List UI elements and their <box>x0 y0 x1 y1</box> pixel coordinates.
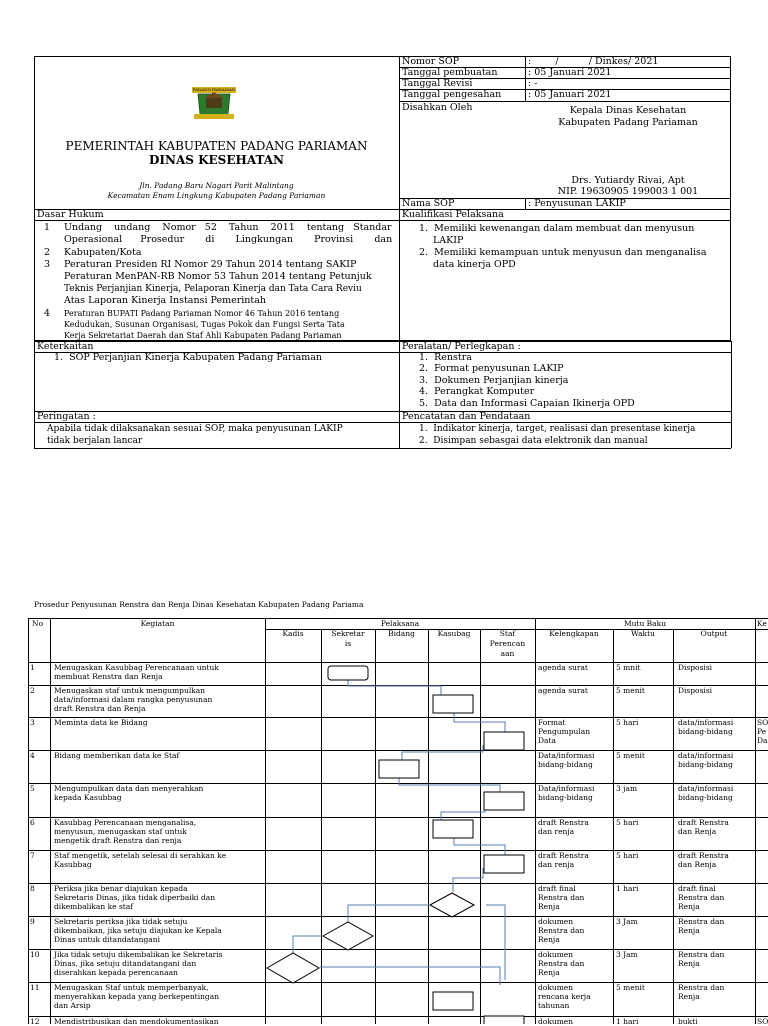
connector-arrow <box>348 680 441 695</box>
row-output: Renja <box>678 992 700 1001</box>
address-line-2: Kecamatan Enam Lingkung Kabupaten Padang Pariaman <box>107 191 326 200</box>
header-kelengkapan: Kelengkapan <box>549 629 599 638</box>
row-no: 5 <box>30 784 35 793</box>
row-no: 2 <box>30 686 35 695</box>
row-output: data/informasi <box>678 751 734 760</box>
row-kelengkapan: Format <box>538 718 566 727</box>
connector-arrow <box>348 905 429 922</box>
row-output: Renstra dan <box>678 983 725 992</box>
row-kelengkapan: Renstra dan <box>538 893 585 902</box>
dasar-item-3c: Teknis Perjanjian Kinerja, Pelaporan Kinerja dan Tata Cara Reviu <box>64 284 362 294</box>
pencatatan-item-1: 1. Indikator kinerja, target, realisasi dan presentase kinerja <box>419 424 696 434</box>
row-kelengkapan: dokumen <box>538 950 574 959</box>
row-kegiatan: dan Arsip <box>54 1001 91 1010</box>
row-keterangan: SO <box>757 718 768 727</box>
row-kegiatan: menyerahkan kepada yang berkepentingan <box>54 992 220 1001</box>
row-output: draft final <box>678 884 716 893</box>
dasar-num-2: 2 <box>44 247 51 258</box>
dasar-item-1a: Undang undang Nomor 52 Tahun 2011 tentang Standar <box>64 222 392 233</box>
keterkaitan-title: Keterkaitan <box>37 341 94 352</box>
peralatan-item-3: 3. Dokumen Perjanjian kinerja <box>419 375 569 386</box>
row-kegiatan: Menugaskan staf untuk mengumpulkan <box>54 686 206 695</box>
dasar-num-4: 4 <box>44 308 51 319</box>
row-output: Disposisi <box>678 686 713 695</box>
logo-text: PADANG PARIAMAN <box>192 87 236 92</box>
row-kelengkapan: dan renja <box>538 860 575 869</box>
row-kelengkapan: agenda surat <box>538 686 588 695</box>
nomor-sop-value: : / / Dinkes/ 2021 <box>528 56 659 67</box>
row-no: 6 <box>30 818 35 827</box>
kualifikasi-title: Kualifikasi Pelaksana <box>402 209 504 220</box>
nama-sop-value: : Penyusunan LAKIP <box>528 198 626 209</box>
row-kegiatan: Periksa jika benar diajukan kepada <box>54 884 188 893</box>
dasar-item-4c: Kerja Sekretariat Daerah dan Staf Ahli Kabupaten Padang Pariaman <box>64 331 342 340</box>
procedure-title: Prosedur Penyusunan Renstra dan Renja Dinas Kesehatan Kabupaten Padang Pariama <box>34 600 364 609</box>
row-kegiatan: draft Renstra dan Renja <box>54 704 146 713</box>
department-name: DINAS KESEHATAN <box>148 153 285 167</box>
row-output: draft Renstra <box>678 818 729 827</box>
row-no: 3 <box>30 718 35 727</box>
row-waktu: 5 menit <box>616 686 645 695</box>
tanggal-pengesahan-value: : 05 Januari 2021 <box>528 89 612 100</box>
pencatatan-item-2: 2. Disimpan sebasgai data elektronik dan manual <box>419 436 648 446</box>
row-kegiatan: data/informasi dalam rangka penyusunan <box>54 695 213 704</box>
row-output: Disposisi <box>678 663 713 672</box>
row-kegiatan: dikembalikan ke staf <box>54 902 134 911</box>
row-waktu: 5 mnit <box>616 663 641 672</box>
row-kegiatan: Mengumpulkan data dan menyerahkan <box>54 784 204 793</box>
row-waktu: 5 hari <box>616 718 639 727</box>
row-kegiatan: Sekretaris periksa jika tidak setuju <box>54 917 188 926</box>
kualifikasi-item-2b: data kinerja OPD <box>433 259 516 270</box>
row-output: bidang-bidang <box>678 760 733 769</box>
row-no: 10 <box>30 950 40 959</box>
row-no: 8 <box>30 884 35 893</box>
dasar-item-2: Kabupaten/Kota <box>64 247 142 258</box>
header-sekretaris-2: is <box>344 639 352 648</box>
dasar-item-4b: Kedudukan, Susunan Organisasi, Tugas Pokok dan Fungsi Serta Tata <box>64 320 345 329</box>
tanggal-revisi-label: Tanggal Revisi <box>402 78 473 89</box>
disahkan-oleh-label: Disahkan Oleh <box>402 102 473 113</box>
process-box <box>484 792 524 810</box>
row-no: 11 <box>30 983 40 992</box>
row-no: 12 <box>30 1017 40 1026</box>
row-kelengkapan: Data/informasi <box>538 751 595 760</box>
row-kegiatan: menyusun, menugaskan staf untuk <box>54 827 187 836</box>
row-output: bidang-bidang <box>678 793 733 802</box>
row-keterangan: SO <box>757 1017 768 1026</box>
approver-title-1: Kepala Dinas Kesehatan <box>569 105 687 116</box>
peralatan-item-4: 4. Perangkat Komputer <box>419 386 535 397</box>
dasar-num-3: 3 <box>44 259 51 270</box>
peralatan-item-5: 5. Data dan Informasi Capaian Ikinerja OPD <box>419 398 635 409</box>
connector-arrow <box>441 805 485 820</box>
row-kelengkapan: draft final <box>538 884 576 893</box>
row-kelengkapan: Renja <box>538 902 560 911</box>
peralatan-item-2: 2. Format penyusunan LAKIP <box>419 363 564 374</box>
row-kelengkapan: draft Renstra <box>538 851 589 860</box>
row-waktu: 1 hari <box>616 884 639 893</box>
header-sekretaris-1: Sekretar <box>331 629 365 638</box>
row-output: data/informasi <box>678 718 734 727</box>
row-output: Renja <box>678 902 700 911</box>
row-kegiatan: Bidang memberikan data ke Staf <box>54 751 180 760</box>
row-output: data/informasi <box>678 784 734 793</box>
row-kegiatan: Menugaskan Staf untuk memperbanyak, <box>54 983 209 992</box>
row-kegiatan: Meminta data ke Bidang <box>54 718 148 727</box>
connector-arrow <box>454 838 505 855</box>
row-kegiatan: kepada Kasubbag <box>54 793 122 802</box>
header-kadis: Kadis <box>282 629 304 638</box>
row-waktu: 5 menit <box>616 983 645 992</box>
row-kelengkapan: bidang-bidang <box>538 793 593 802</box>
row-waktu: 5 menit <box>616 751 645 760</box>
header-mutu-baku: Mutu Baku <box>623 619 667 628</box>
row-output: draft Renstra <box>678 851 729 860</box>
peralatan-title: Peralatan/ Perlegkapan : <box>402 341 521 352</box>
row-kegiatan: Mendistribusikan dan mendokumentasikan <box>54 1017 219 1026</box>
header-staf-1: Staf <box>499 629 516 638</box>
row-output: Renstra dan <box>678 917 725 926</box>
row-kelengkapan: tahunan <box>538 1001 570 1010</box>
row-kegiatan: Jika tidak setuju dikembalikan ke Sekretaris <box>54 950 223 959</box>
row-kelengkapan: Renstra dan <box>538 926 585 935</box>
process-box <box>379 760 419 778</box>
process-box <box>484 732 524 750</box>
tanggal-pengesahan-label: Tanggal pengesahan <box>402 89 502 100</box>
row-output: Renstra dan <box>678 950 725 959</box>
row-kegiatan: diserahkan kepada perencanaan <box>54 968 178 977</box>
connector-arrow <box>453 868 483 892</box>
row-kelengkapan: dan renja <box>538 827 575 836</box>
row-kelengkapan: Renja <box>538 935 560 944</box>
peralatan-item-1: 1. Renstra <box>419 352 472 363</box>
row-no: 1 <box>30 663 35 672</box>
header-pelaksana: Pelaksana <box>380 619 420 628</box>
start-terminator <box>328 666 368 680</box>
row-waktu: 5 hari <box>616 818 639 827</box>
dasar-item-4a: Peraturan BUPATI Padang Pariaman Nomor 46 Tahun 2016 tentang <box>64 309 340 318</box>
pencatatan-title: Pencatatan dan Pendataan <box>402 411 531 422</box>
row-kelengkapan: Pengumpulan <box>538 727 591 736</box>
row-kelengkapan: Data/informasi <box>538 784 595 793</box>
connector-arrow <box>402 745 483 760</box>
row-kelengkapan: Data <box>538 736 556 745</box>
nama-sop-label: Nama SOP <box>402 198 455 209</box>
header-bidang: Bidang <box>388 629 415 638</box>
header-staf-2: Perencan <box>489 639 526 648</box>
row-kegiatan: membuat Renstra dan Renja <box>54 672 163 681</box>
dasar-item-1b: Operasional Prosedur di Lingkungan Provinsi dan <box>64 234 393 245</box>
dasar-hukum-title: Dasar Hukum <box>37 209 104 220</box>
dasar-item-3d: Atas Laporan Kinerja Instansi Pemerintah <box>64 295 267 306</box>
row-kelengkapan: agenda surat <box>538 663 588 672</box>
process-box <box>433 992 473 1010</box>
row-output: Renja <box>678 926 700 935</box>
row-kegiatan: Menugaskan Kasubbag Perencanaan untuk <box>54 663 219 672</box>
row-waktu: 3 jam <box>616 784 638 793</box>
row-kegiatan: Dinas, jika setuju ditandatangani dan <box>54 959 197 968</box>
tanggal-revisi-value: : - <box>528 78 538 89</box>
row-kelengkapan: draft Renstra <box>538 818 589 827</box>
row-kelengkapan: bidang-bidang <box>538 760 593 769</box>
nomor-sop-label: Nomor SOP <box>402 56 460 67</box>
peringatan-title: Peringatan : <box>37 411 96 422</box>
row-keterangan: Da <box>757 736 768 745</box>
row-kegiatan: dikembaikan, jika setuju diajukan ke Kepala <box>54 926 222 935</box>
decision-diamond <box>430 893 474 917</box>
row-kelengkapan: Renstra dan <box>538 959 585 968</box>
tanggal-pembuatan-value: : 05 Januari 2021 <box>528 67 612 78</box>
row-waktu: 3 Jam <box>616 917 638 926</box>
row-kelengkapan: dokumen <box>538 983 574 992</box>
decision-diamond <box>323 922 373 950</box>
row-kegiatan: Dinas untuk ditandatangani <box>54 935 160 944</box>
row-kegiatan: Kasubbag <box>54 860 92 869</box>
row-output: bidang-bidang <box>678 727 733 736</box>
row-output: dan Renja <box>678 827 717 836</box>
row-waktu: 5 hari <box>616 851 639 860</box>
row-output: bukti <box>678 1017 698 1026</box>
process-box <box>484 855 524 873</box>
kualifikasi-item-1a: 1. Memiliki kewenangan dalam membuat dan menyusun <box>419 223 695 234</box>
official-name: Drs. Yutiardy Rivai, Apt <box>571 175 685 186</box>
kualifikasi-item-2a: 2. Memiliki kemampuan untuk menyusun dan menganalisa <box>419 247 707 258</box>
address-line-1: Jln. Padang Baru Nagari Parit Malintang <box>139 181 294 190</box>
header-no: No <box>32 619 44 628</box>
row-kelengkapan: dokumen <box>538 1017 574 1026</box>
row-kelengkapan: rencana kerja <box>538 992 591 1001</box>
dasar-item-3b: Peraturan MenPAN-RB Nomor 53 Tahun 2014 tentang Petunjuk <box>64 271 372 282</box>
process-box <box>484 1016 524 1024</box>
header-staf-3: aan <box>500 649 515 658</box>
dasar-item-3: Peraturan Presiden RI Nomor 29 Tahun 2014 tentang SAKIP <box>64 259 357 270</box>
kualifikasi-item-1b: LAKIP <box>433 235 464 246</box>
header-output: Output <box>700 629 728 638</box>
dasar-num-1: 1 <box>44 222 51 233</box>
row-no: 9 <box>30 917 35 926</box>
government-name: PEMERINTAH KABUPATEN PADANG PARIAMAN <box>65 139 368 153</box>
approver-title-2: Kabupaten Padang Pariaman <box>558 117 698 128</box>
row-waktu: 3 Jam <box>616 950 638 959</box>
row-kegiatan: Sekretaris Dinas, jika tidak diperbaiki dan <box>54 893 216 902</box>
header-waktu: Waktu <box>631 629 655 638</box>
row-kegiatan: Staf mengetik, setelah selesai di serahkan ke <box>54 851 227 860</box>
row-no: 4 <box>30 751 35 760</box>
row-output: dan Renja <box>678 860 717 869</box>
row-waktu: 1 hari <box>616 1017 639 1026</box>
tanggal-pembuatan-label: Tanggal pembuatan <box>402 67 498 78</box>
decision-diamond <box>267 953 319 983</box>
row-kegiatan: Kasubbag Perencanaan menganalisa, <box>54 818 197 827</box>
process-box <box>433 695 473 713</box>
row-kegiatan: mengetik draft Renstra dan renja <box>54 836 182 845</box>
process-box <box>433 820 473 838</box>
row-output: Renja <box>678 959 700 968</box>
row-keterangan: Pe <box>757 727 767 736</box>
row-output: Renstra dan <box>678 893 725 902</box>
header-keterangan: Ke <box>757 619 767 628</box>
official-nip: NIP. 19630905 199003 1 001 <box>557 186 699 197</box>
header-kasubag: Kasubag <box>437 629 471 638</box>
peringatan-line-1: Apabila tidak dilaksanakan sesuai SOP, maka penyusunan LAKIP <box>47 424 343 434</box>
row-kelengkapan: dokumen <box>538 917 574 926</box>
row-kelengkapan: Renja <box>538 968 560 977</box>
row-no: 7 <box>30 851 35 860</box>
header-kegiatan: Kegiatan <box>140 619 175 628</box>
peringatan-line-2: tidak berjalan lancar <box>47 436 143 446</box>
connector-arrow <box>320 967 500 985</box>
keterkaitan-item-1: 1. SOP Perjanjian Kinerja Kabupaten Padang Pariaman <box>54 352 323 363</box>
connector-arrow <box>486 905 505 980</box>
